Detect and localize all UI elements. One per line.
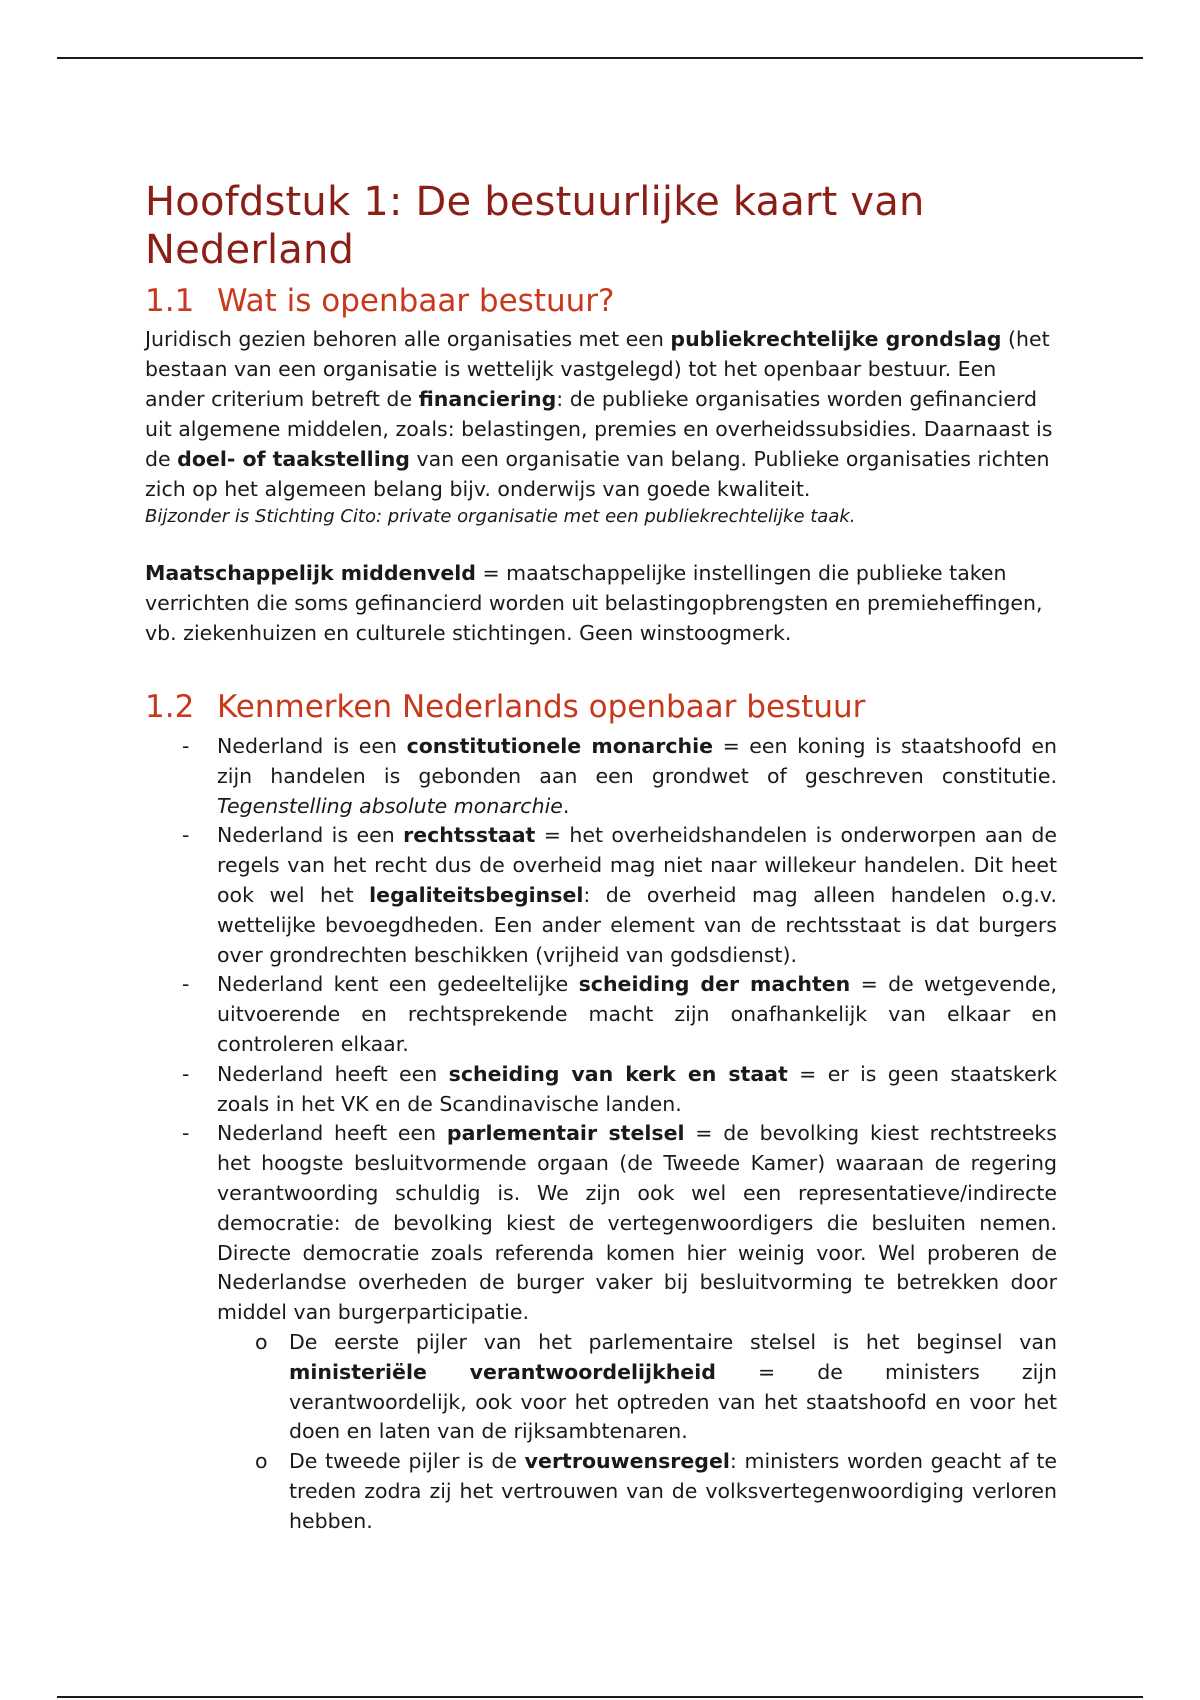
dash-bullet: - xyxy=(182,1061,190,1086)
list-item: - Nederland is een rechtsstaat = het overheidshandelen is onderworpen aan de regels van het recht dus de overheid mag niet naar willekeur handelen. Dit heet ook wel het legaliteitsbeginsel: de overheid mag alleen handelen o.g.v. wettelijke bevoegdheden. Een ander element van de rechtsstaat is dat burgers over grondrechten beschikken (vrijheid van godsdienst). xyxy=(182,823,1057,967)
cito-note: Bijzonder is Stichting Cito: private organisatie met een publiekrechtelijke taak. xyxy=(145,506,856,527)
characteristics-list xyxy=(145,732,1057,1537)
sub-list-item: o De tweede pijler is de vertrouwensregel: ministers worden geacht af te treden zodra zij het vertrouwen van de volksvertegenwoordiging verloren hebben. xyxy=(255,1449,1057,1533)
circle-bullet: o xyxy=(255,1329,268,1354)
circle-bullet: o xyxy=(255,1449,268,1474)
dash-bullet: - xyxy=(182,972,190,997)
dash-bullet: - xyxy=(182,734,190,758)
dash-bullet: - xyxy=(182,1121,190,1146)
list-item: - Nederland kent een gedeeltelijke scheiding der machten = de wetgevende, uitvoerende en rechtsprekende macht zijn onafhankelijk van elkaar en controleren elkaar. xyxy=(182,972,1057,1056)
list-item: - Nederland heeft een scheiding van kerk en staat = er is geen staatskerk zoals in het VK en de Scandinavische landen. xyxy=(182,1061,1057,1116)
section-1-title: Wat is openbaar bestuur? xyxy=(217,283,615,319)
header-rule xyxy=(57,57,1143,59)
section-2-title: Kenmerken Nederlands openbaar bestuur xyxy=(217,689,866,725)
list-item: - Nederland is een constitutionele monarchie = een koning is staatshoofd en zijn handelen is gebonden aan een grondwet of geschreven constitutie. Tegenstelling absolute monarchie. xyxy=(182,734,1058,818)
section-2-number: 1.2 xyxy=(145,689,195,725)
section-1-heading xyxy=(145,282,1057,320)
section-1-paragraph-1: Juridisch gezien behoren alle organisaties met een publiekrechtelijke grondslag (het bestaan van een organisatie is wettelijk vastgelegd) tot het openbaar bestuur. Een ander criterium betreft de financiering: de publieke organisaties worden gefinancierd uit algemene middelen, zoals: belastingen, premies en overheidssubsidies. Daarnaast is de doel- of taakstelling van een organisatie van belang. Publieke organisaties richten zich op het algemeen belang bijv. onderwijs van goede kwaliteit. xyxy=(145,327,1053,501)
footer-rule xyxy=(57,1696,1143,1698)
list-item: - Nederland heeft een parlementair stelsel = de bevolking kiest rechtstreeks het hoogste besluitvormende orgaan (de Tweede Kamer) waaraan de regering verantwoording schuldig is. We zijn ook wel een representatieve/indirecte democratie: de bevolking kiest de vertegenwoordigers die besluiten nemen. Directe democratie zoals referenda komen hier weinig voor. Wel proberen de Nederlandse overheden de burger vaker bij besluitvorming te betrekken door middel van burgerparticipatie. o De eerste pijler van het parlementaire stelsel is het beginsel van ministeriële verantwoordelijkheid = de ministers zijn verantwoordelijk, ook voor het optreden van het staatshoofd en voor het doen en laten van de rijksambtenaren. o De tweede pijler is de vertrouwensregel: ministers worden geacht af te treden zodra zij het vertrouwen van de volksvertegenwoordiging verloren hebben. xyxy=(145,1119,1057,1536)
section-1-number: 1.1 xyxy=(145,283,195,319)
pillars-sublist xyxy=(217,1328,1057,1537)
section-2-heading xyxy=(145,688,1057,726)
sub-list-item: o De eerste pijler van het parlementaire stelsel is het beginsel van ministeriële verantwoordelijkheid = de ministers zijn verantwoordelijk, ook voor het optreden van het staatshoofd en voor het doen en laten van de rijksambtenaren. xyxy=(255,1329,1057,1444)
chapter-title: Hoofdstuk 1: De bestuurlijke kaart van Nederland xyxy=(145,179,925,273)
dash-bullet: - xyxy=(182,823,190,848)
section-1-paragraph-2: Maatschappelijk middenveld = maatschappelijke instellingen die publieke taken verrichten die soms gefinancierd worden uit belastingopbrengsten en premieheffingen, vb. ziekenhuizen en culturele stichtingen. Geen winstoogmerk. xyxy=(145,561,1043,645)
document-body xyxy=(145,178,1057,1537)
